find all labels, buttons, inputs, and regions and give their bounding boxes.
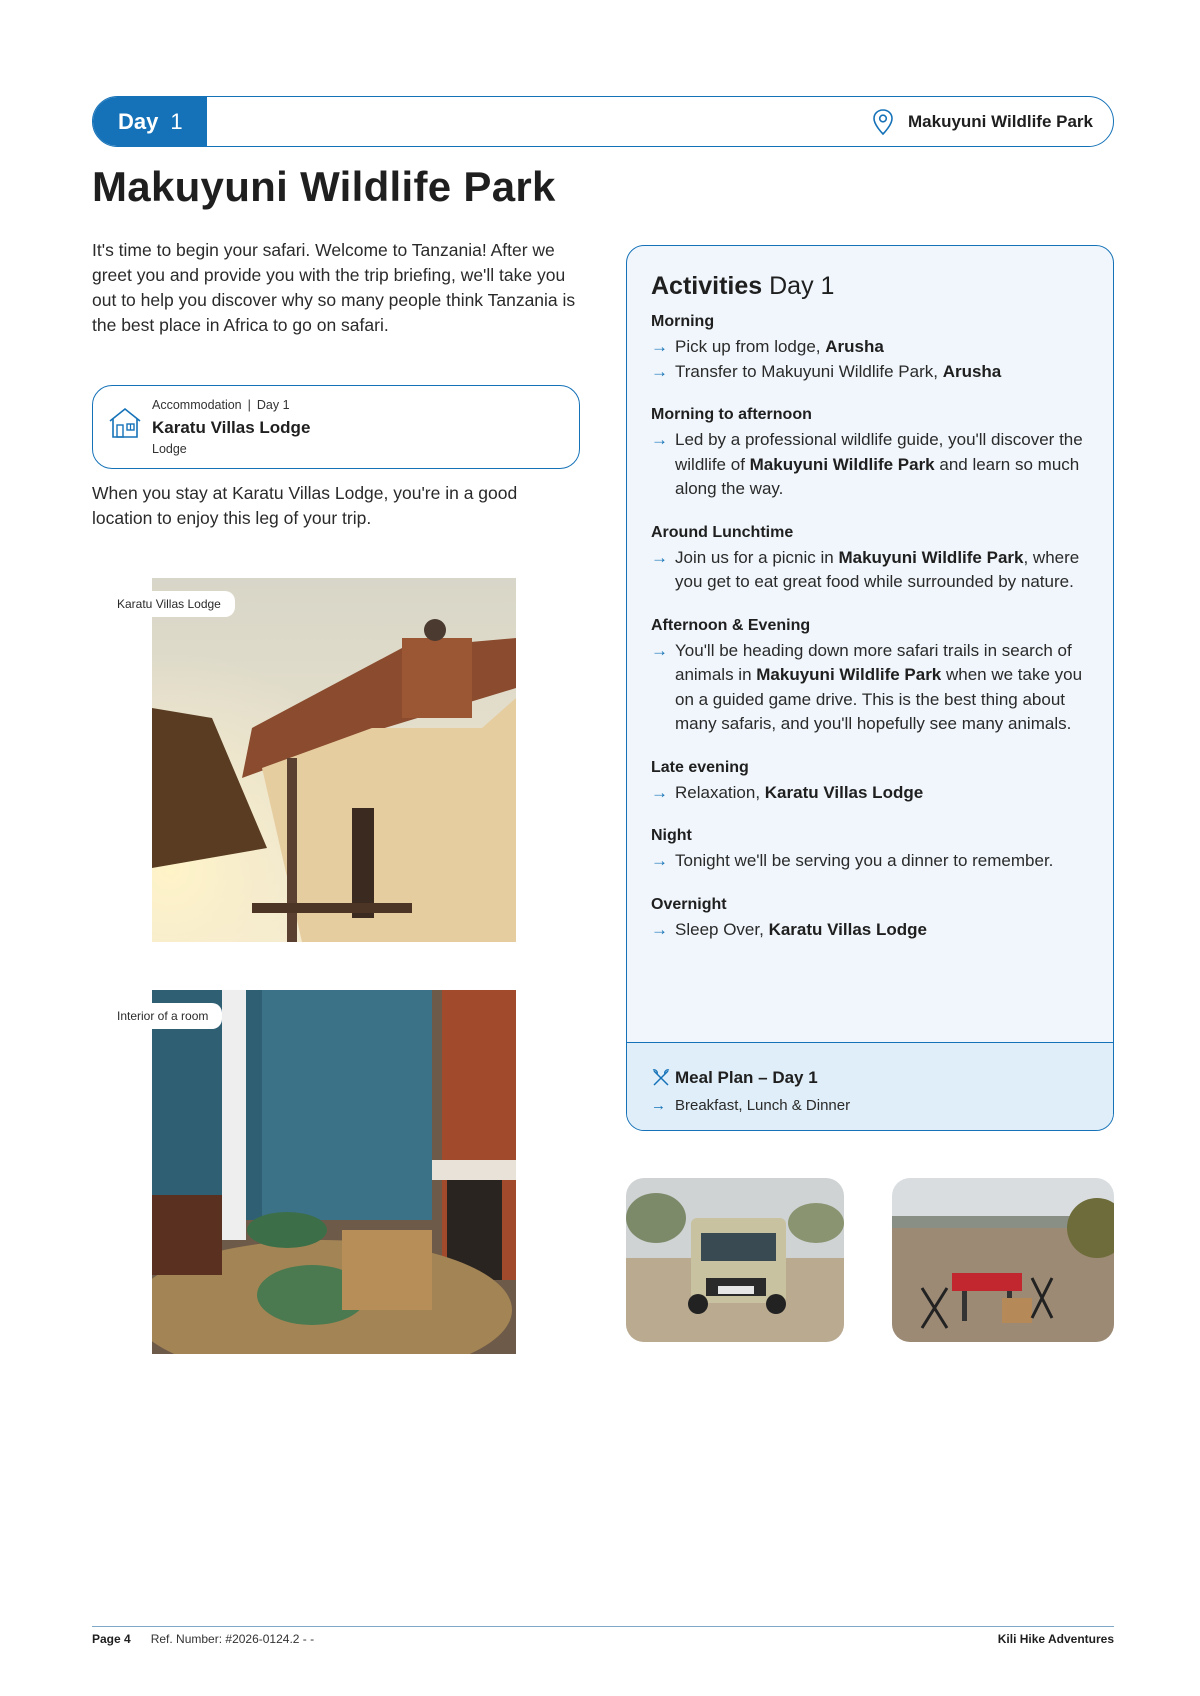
activity-item	[651, 918, 1093, 943]
activity-section-morning-to-afternoon	[651, 406, 1093, 502]
activity-heading: Afternoon & Evening	[651, 616, 811, 634]
arrow-right-icon: →	[651, 919, 668, 939]
activity-section-morning	[651, 313, 1093, 384]
activity-item	[651, 335, 1093, 360]
lodge-photo-label: Karatu Villas Lodge	[92, 591, 235, 617]
activity-text: You'll be heading down more safari trails in search of animals in	[675, 640, 1072, 684]
activity-text: Tonight we'll be serving you a dinner to remember.	[675, 851, 1054, 870]
interior-photo-label: Interior of a room	[92, 1003, 222, 1029]
activity-section-overnight	[651, 896, 1093, 943]
activity-bold: Arusha	[942, 361, 1002, 381]
intro-paragraph: It's time to begin your safari. Welcome to Tanzania! After we greet you and provide you with the trip briefing, we'll take you out to help you discover why so many people think Tanzania is the best place in Africa to go on safari.	[92, 240, 576, 335]
activity-tail: when we take you on a guided game drive. This is the best thing about many safaris, and you'll hopefully see many animals.	[675, 665, 1083, 733]
cutlery-icon	[651, 1068, 671, 1088]
activities-title-day: Day 1	[769, 272, 835, 300]
activity-section-afternoon-evening	[651, 617, 1093, 737]
arrow-right-icon: →	[651, 361, 668, 381]
brand-name: Kili Hike Adventures	[997, 1632, 1114, 1646]
activity-bold: Makuyuni Wildlife Park	[756, 665, 942, 684]
activity-item	[651, 546, 1093, 595]
activity-section-lunchtime	[651, 524, 1093, 595]
activity-text: Pick up from lodge,	[675, 337, 826, 356]
page-number: Page 4	[92, 1632, 131, 1646]
day-label: Day	[118, 108, 159, 134]
activity-item	[651, 428, 1093, 502]
activity-bold: Karatu Villas Lodge	[768, 919, 927, 939]
meal-plan-text: Breakfast, Lunch & Dinner	[675, 1097, 851, 1114]
activities-card	[626, 245, 1114, 1131]
room-interior-photo	[152, 990, 516, 1354]
arrow-right-icon: →	[651, 640, 668, 660]
activities-title	[651, 272, 1093, 301]
arrow-right-icon: →	[651, 1097, 666, 1114]
header-location-label: Makuyuni Wildlife Park	[908, 111, 1093, 131]
meal-plan-title	[651, 1068, 818, 1088]
activity-heading: Morning	[651, 313, 715, 330]
activity-heading: Overnight	[651, 895, 727, 913]
activity-text: Led by a professional wildlife guide, you'll discover the wildlife of	[675, 430, 1083, 474]
accommodation-day: Day 1	[256, 398, 290, 412]
day-pill	[93, 97, 207, 146]
activity-heading: Night	[651, 827, 692, 844]
picnic-setup-photo	[892, 1178, 1114, 1342]
activity-heading: Morning to afternoon	[651, 406, 812, 423]
activity-heading: Around Lunchtime	[651, 523, 794, 541]
location-pin-icon	[872, 108, 894, 136]
activity-tail: , where you get to eat great food while surrounded by nature.	[675, 547, 1080, 591]
activities-title-bold: Activities	[651, 272, 763, 300]
activity-item	[651, 639, 1093, 737]
accommodation-card	[92, 385, 580, 469]
activity-text: Sleep Over,	[675, 919, 769, 939]
header-location	[872, 108, 1113, 136]
activity-text: Join us for a picnic in	[675, 547, 839, 567]
activity-item	[651, 360, 1093, 385]
house-icon	[107, 406, 143, 440]
activity-bold: Karatu Villas Lodge	[764, 782, 924, 802]
meal-plan-title-text: Meal Plan – Day 1	[675, 1068, 818, 1087]
activity-section-night	[651, 827, 1093, 874]
arrow-right-icon: →	[651, 547, 668, 567]
activity-bold: Makuyuni Wildlife Park	[749, 454, 935, 474]
safari-vehicle-photo	[626, 1178, 844, 1342]
activity-item	[651, 781, 1093, 806]
day-number: 1	[170, 108, 183, 134]
activity-section-late-evening	[651, 759, 1093, 806]
lodge-exterior-photo	[152, 578, 516, 942]
arrow-right-icon: →	[651, 337, 668, 356]
meal-plan-item	[651, 1097, 850, 1114]
arrow-right-icon: →	[651, 851, 668, 870]
stay-paragraph: When you stay at Karatu Villas Lodge, you're in a good location to enjoy this leg of your trip.	[92, 483, 518, 528]
meal-plan-section	[627, 1042, 1113, 1130]
page-footer	[92, 1626, 1114, 1646]
accommodation-name: Karatu Villas Lodge	[152, 418, 311, 437]
accommodation-meta: Accommodation | Day 1	[152, 398, 290, 412]
accommodation-type: Lodge	[152, 442, 187, 456]
page-title: Makuyuni Wildlife Park	[92, 163, 556, 210]
activity-text: Relaxation,	[675, 782, 765, 802]
reference-number: Ref. Number: #2026-0124.2 - -	[150, 1632, 315, 1646]
arrow-right-icon: →	[651, 782, 668, 802]
activity-heading: Late evening	[651, 758, 749, 776]
activity-item	[651, 849, 1093, 874]
activity-text: Transfer to Makuyuni Wildlife Park,	[675, 361, 943, 381]
activity-bold: Makuyuni Wildlife Park	[838, 547, 1024, 567]
day-header-bar	[92, 96, 1114, 147]
accommodation-category: Accommodation	[152, 398, 242, 412]
activity-tail: and learn so much along the way.	[675, 454, 1080, 498]
activities-content	[651, 272, 1093, 964]
activity-bold: Arusha	[825, 337, 884, 356]
arrow-right-icon: →	[651, 430, 668, 449]
